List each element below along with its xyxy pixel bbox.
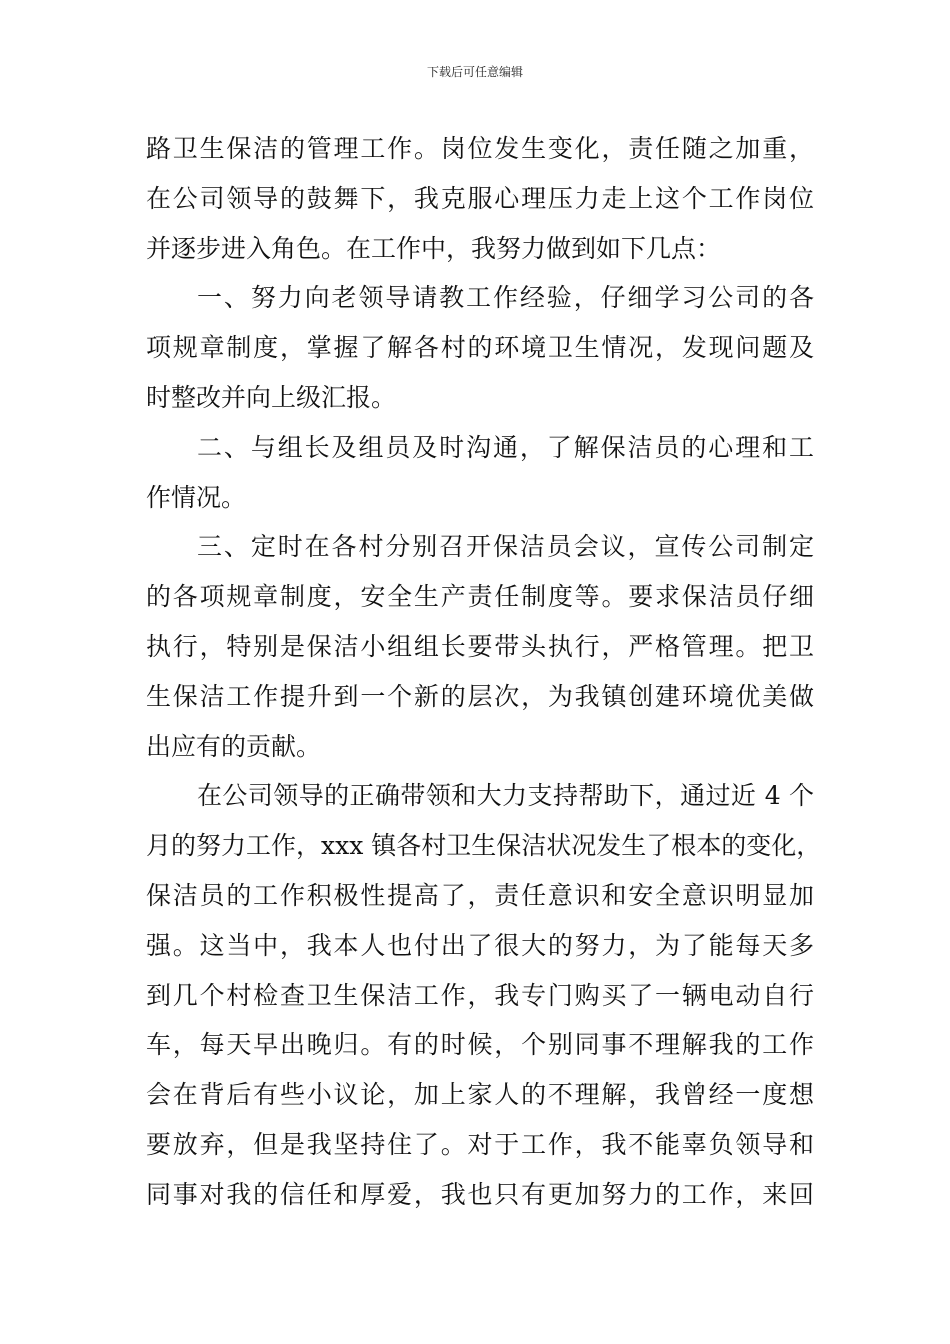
text-line: 三、定时在各村分别召开保洁员会议，宣传公司制定 <box>197 532 814 562</box>
text-line: 时整改并向上级汇报。 <box>146 382 397 412</box>
text-line: 要放弃，但是我坚持住了。对于工作，我不能辜负领导和 <box>146 1129 814 1159</box>
text-line: 一、努力向老领导请教工作经验，仔细学习公司的各 <box>197 283 814 313</box>
text-line: 到几个村检查卫生保洁工作，我专门购买了一辆电动自行 <box>146 980 814 1010</box>
text-line: 并逐步进入角色。在工作中，我努力做到如下几点： <box>146 233 722 263</box>
text-line: 强。这当中，我本人也付出了很大的努力，为了能每天多 <box>146 930 814 960</box>
document-body <box>146 124 822 1220</box>
text-line: 月的努力工作，xxx 镇各村卫生保洁状况发生了根本的变化， <box>146 831 822 861</box>
text-line: 的各项规章制度，安全生产责任制度等。要求保洁员仔细 <box>146 582 814 612</box>
text-line: 车，每天早出晚归。有的时候，个别同事不理解我的工作 <box>146 1030 814 1060</box>
text-line: 保洁员的工作积极性提高了，责任意识和安全意识明显加 <box>146 880 814 910</box>
text-line: 生保洁工作提升到一个新的层次，为我镇创建环境优美做 <box>146 681 814 711</box>
text-line: 执行，特别是保洁小组组长要带头执行，严格管理。把卫 <box>146 631 814 661</box>
text-line: 会在背后有些小议论，加上家人的不理解，我曾经一度想 <box>146 1080 814 1110</box>
text-line: 路卫生保洁的管理工作。岗位发生变化，责任随之加重， <box>146 134 814 163</box>
text-line: 在公司领导的正确带领和大力支持帮助下，通过近 4 个 <box>197 781 814 811</box>
text-line: 二、与组长及组员及时沟通，了解保洁员的心理和工 <box>197 432 814 462</box>
text-line: 出应有的贡献。 <box>146 731 322 761</box>
text-line: 在公司领导的鼓舞下，我克服心理压力走上这个工作岗位 <box>146 183 814 213</box>
page-header: 下载后可任意编辑 <box>426 65 523 79</box>
text-line: 同事对我的信任和厚爱，我也只有更加努力的工作，来回 <box>146 1179 814 1209</box>
text-line: 作情况。 <box>146 482 247 512</box>
text-line: 项规章制度，掌握了解各村的环境卫生情况，发现问题及 <box>146 333 814 363</box>
